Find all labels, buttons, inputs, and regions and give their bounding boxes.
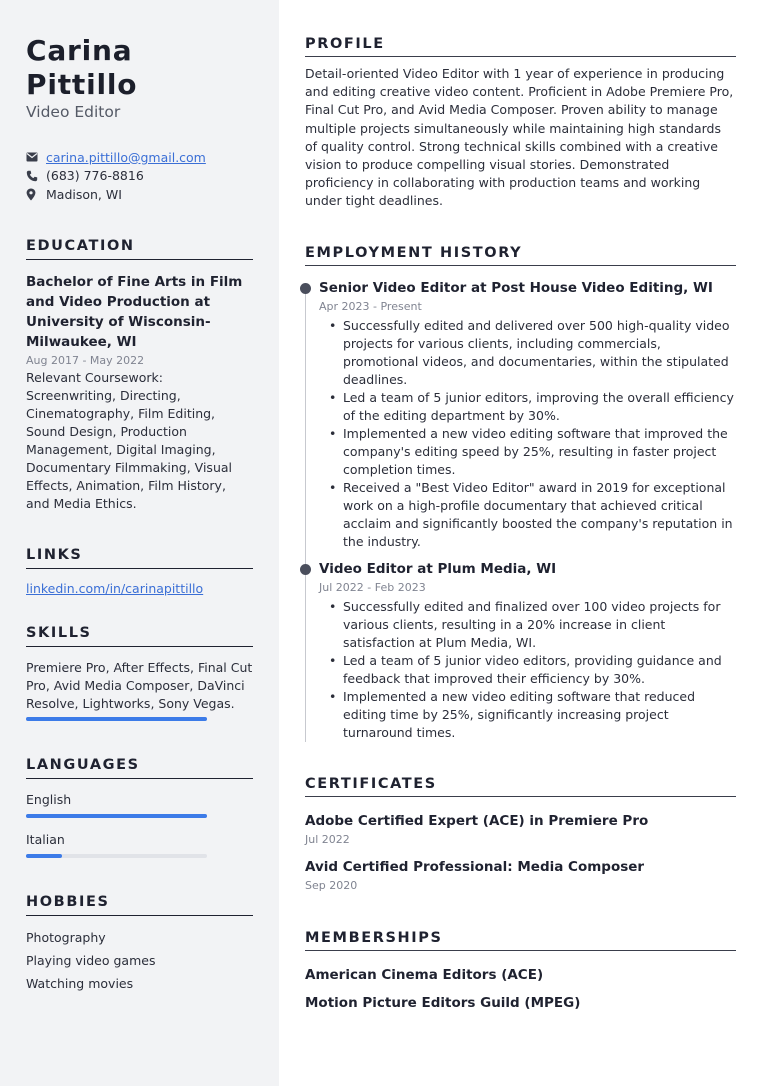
sidebar [0, 0, 279, 1086]
job-bullet: • Implemented a new video editing software that improved the company's editing speed by 25%, resulting in faster project completion times. [329, 425, 736, 479]
job-title: Video Editor at Plum Media, WI [319, 560, 557, 577]
candidate-name: Carina Pittillo [26, 34, 138, 101]
profile-text: Detail-oriented Video Editor with 1 year of experience in producing and editing creative video content. Proficient in Adobe Premiere Pro, Final Cut Pro, and Avid Media Composer. Proven ability to manage multiple projects simultaneously while maintaining high standards of quality control. Strong technical skills combined with a creative vision to produce compelling visual stories. Demonstrated proficiency in collaborating with production teams and working under tight deadlines. [305, 66, 734, 209]
hobby-item: Watching movies [26, 975, 134, 991]
skills-text: Premiere Pro, After Effects, Final Cut Pro, Avid Media Composer, DaVinci Resolve, Lightworks, Sony Vegas. [26, 659, 253, 711]
language-level-bar [26, 814, 207, 818]
timeline-line [305, 286, 306, 742]
education-degree: Bachelor of Fine Arts in Film and Video Production at University of Wisconsin-Milwaukee, WI [26, 273, 243, 350]
hobbies-heading: HOBBIES [26, 892, 253, 916]
memberships-heading: MEMBERSHIPS [305, 928, 736, 951]
job-entry [319, 559, 736, 742]
education-heading: EDUCATION [26, 236, 253, 260]
job-dates: Jul 2022 - Feb 2023 [319, 580, 426, 594]
certificate-name: Avid Certified Professional: Media Composer [305, 858, 645, 875]
skills-level-fill [26, 717, 207, 721]
contact-phone-row [26, 167, 253, 186]
job-bullet: • Led a team of 5 junior video editors, providing guidance and feedback that improved their efficiency by 30%. [329, 652, 736, 688]
job-bullet: • Led a team of 5 junior editors, improving the overall efficiency of the editing department by 30%. [329, 389, 736, 425]
job-bullet: • Received a "Best Video Editor" award in 2019 for exceptional work on a high-profile documentary that achieved critical acclaim and significantly boosted the company's reputation in the industry. [329, 479, 736, 551]
employment-timeline [305, 278, 736, 742]
skills-section [26, 623, 253, 721]
language-level-bar [26, 854, 207, 858]
membership-item: Motion Picture Editors Guild (MPEG) [305, 994, 581, 1011]
language-level-fill [26, 814, 207, 818]
timeline-dot [300, 564, 311, 575]
main-content [279, 0, 768, 1086]
links-heading: LINKS [26, 545, 253, 569]
skills-level-bar [26, 717, 207, 721]
email-link[interactable]: carina.pittillo@gmail.com [46, 149, 206, 165]
job-entry [319, 278, 736, 551]
links-section [26, 545, 253, 597]
skills-heading: SKILLS [26, 623, 253, 647]
membership-item: American Cinema Editors (ACE) [305, 966, 544, 983]
certificate-item [305, 857, 736, 894]
languages-heading: LANGUAGES [26, 755, 253, 779]
language-name: Italian [26, 831, 65, 847]
education-section [26, 236, 253, 513]
employment-heading: EMPLOYMENT HISTORY [305, 243, 736, 266]
hobbies-section [26, 892, 253, 995]
profile-heading: PROFILE [305, 34, 736, 57]
memberships-list [305, 965, 736, 1013]
contact-location-row [26, 185, 253, 204]
job-bullets [319, 598, 736, 742]
hobbies-list [26, 926, 253, 995]
language-level-fill [26, 854, 62, 858]
certificate-date: Jul 2022 [305, 832, 350, 846]
certificate-date: Sep 2020 [305, 878, 358, 892]
language-item [26, 791, 253, 818]
job-title: Senior Video Editor at Post House Video Editing, WI [319, 279, 713, 296]
linkedin-link[interactable]: linkedin.com/in/carinapittillo [26, 580, 204, 596]
candidate-role: Video Editor [26, 103, 121, 121]
employment-section [305, 243, 736, 742]
job-bullet: • Successfully edited and finalized over 100 video projects for various clients, resulting in a 20% increase in client satisfaction at Plum Media, WI. [329, 598, 736, 652]
contact-block [26, 148, 253, 204]
memberships-section [305, 928, 736, 1013]
location-pin-icon [26, 188, 46, 201]
contact-email-row [26, 148, 253, 167]
hobby-item: Photography [26, 929, 106, 945]
job-bullets [319, 317, 736, 551]
language-item [26, 831, 253, 858]
job-bullet: • Implemented a new video editing software that reduced editing time by 25%, significantly increasing project turnaround times. [329, 688, 736, 742]
hobby-item: Playing video games [26, 952, 156, 968]
education-dates: Aug 2017 - May 2022 [26, 353, 145, 367]
certificate-name: Adobe Certified Expert (ACE) in Premiere Pro [305, 812, 649, 829]
certificates-section [305, 774, 736, 894]
certificates-heading: CERTIFICATES [305, 774, 736, 797]
languages-section [26, 755, 253, 858]
phone-number: (683) 776-8816 [46, 168, 144, 184]
language-name: English [26, 791, 72, 807]
profile-section [305, 34, 736, 211]
education-coursework: Relevant Coursework: Screenwriting, Directing, Cinematography, Film Editing, Sound Design, Production Management, Digital Imaging, Documentary Filmmaking, Visual Effects, Animation, Film History, and Media Ethics. [26, 369, 232, 511]
mail-icon [26, 152, 46, 162]
job-dates: Apr 2023 - Present [319, 299, 422, 313]
timeline-dot [300, 283, 311, 294]
job-bullet: • Successfully edited and delivered over 500 high-quality video projects for various clients, including commercials, promotional videos, and documentaries, within the stipulated deadlines. [329, 317, 736, 389]
location-text: Madison, WI [46, 186, 122, 202]
certificate-item [305, 811, 736, 848]
phone-icon [26, 170, 46, 182]
